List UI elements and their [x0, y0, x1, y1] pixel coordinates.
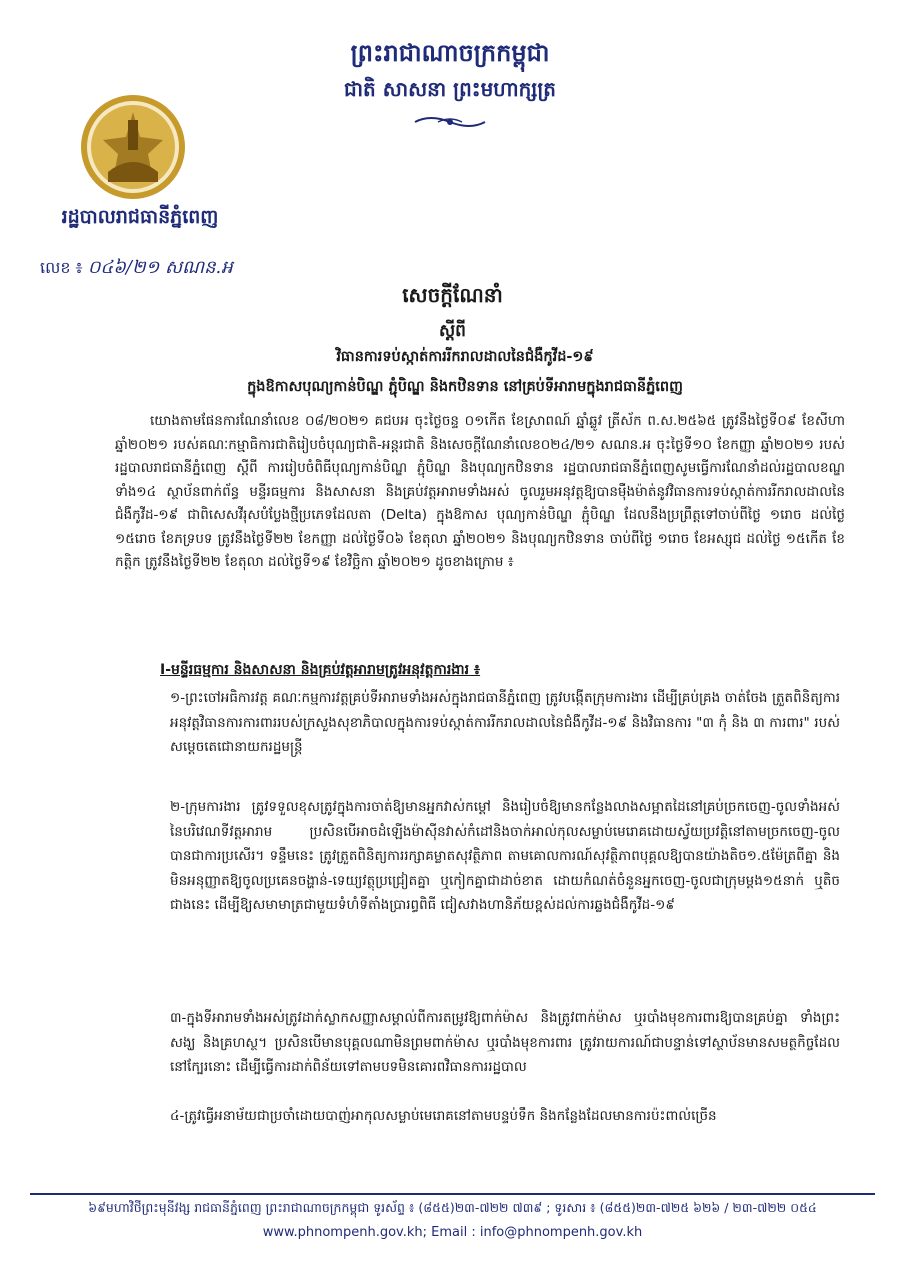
document-subject-label: ស្តីពី: [439, 321, 466, 341]
list-item: ២-ក្រុមការងារ ត្រូវទទួលខុសត្រូវក្នុងការចាត់ឱ្យមានអ្នកវាស់កម្តៅ និងរៀបចំឱ្យមានកន្លែងលាងសម្អាតដៃនៅគ្រប់ច្រកចេញ-ចូលទាំងអស់ នៃបរិវេណទីវត្តអារាម ប្រសិនបើអាចដំឡើងម៉ាស៊ីនវាស់កំដៅនិងចាក់អាល់កុលសម្លាប់មេរោគដោយស្វ័យប្រវត្តិនៅតាមច្រកចេញ-ចូលបានជាការប្រសើរ។ ទន្ទឹមនេះ ត្រូវត្រួតពិនិត្យការរក្សាគម្លាតសុវត្ថិភាព តាមគោលការណ៍សុវត្ថិភាពបុគ្គលឱ្យបានយ៉ាងតិច១.៥ម៉ែត្រពីគ្នា និងមិនអនុញ្ញាតឱ្យចូលប្រគេនចង្ហាន់-ទេយ្យវត្ថុប្រជ្រៀតគ្នា ឬកៀកគ្នាជាដាច់ខាត ដោយកំណត់ចំនួនអ្នកចេញ-ចូលជាក្រុមម្តង១៥នាក់ ឬតិចជាងនេះ ដើម្បីឱ្យសមាមាត្រជាមួយទំហំទីតាំងប្រារព្ធពិធី ជៀសវាងហានិភ័យខ្ពស់ដល់ការឆ្លងជំងឺកូវីដ-១៩: [170, 799, 840, 913]
reference-label: លេខ ៖: [40, 258, 83, 277]
divider-flourish: [410, 112, 490, 132]
footer-contact: www.phnompenh.gov.kh; Email : info@phnompenh.gov.kh: [262, 1225, 643, 1240]
footer-address: ៦៩មហាវិថីព្រះមុនីវង្ស រាជធានីភ្នំពេញ ព្រះរាជាណាចក្រកម្ពុជា ទូរស័ព្ទ ៖ (៨៥៥)២៣-៧២២ ៧៣៩ ; ទូរសារ ៖ (៨៥៥)២៣-៧២៥ ៦២៦ / ២៣-៧២២ ០៥៤: [88, 1200, 817, 1215]
list-item: ៣-ក្នុងទីអារាមទាំងអស់ត្រូវដាក់ស្លាកសញ្ញាសម្គាល់ពីការតម្រូវឱ្យពាក់ម៉ាស និងត្រូវពាក់ម៉ាស ឬរបាំងមុខការពារឱ្យបានគ្រប់គ្នា ទាំងព្រះសង្ឃ និងគ្រហស្ថ។ ប្រសិនបើមានបុគ្គលណាមិនព្រមពាក់ម៉ាស ឬរបាំងមុខការពារ ត្រូវរាយការណ៍ជាបន្ទាន់ទៅស្ថាប័នមានសមត្ថកិច្ចដែលនៅក្បែរនោះ ដើម្បីធ្វើការដាក់ពិន័យទៅតាមបទមិនគោរពវិធានការរដ្ឋបាល: [170, 1010, 840, 1075]
motto-heading: ជាតិ សាសនា ព្រះមហាក្សត្រ: [344, 77, 556, 101]
document-title: សេចក្តីណែនាំ: [402, 283, 503, 307]
phnom-penh-seal-icon: [78, 92, 188, 202]
intro-text: យោងតាមផែនការណែនាំលេខ ០៨/២០២១ គជបអ ចុះថ្ងៃចន្ទ ០១កើត ខែស្រាពណ៍ ឆ្នាំឆ្លូវ ត្រីស័ក ព.ស.២៥៦៥ ត្រូវនឹងថ្ងៃទី០៩ ខែសីហា ឆ្នាំ២០២១ របស់គណៈកម្មាធិការជាតិរៀបចំបុណ្យជាតិ-អន្តរជាតិ និងសេចក្តីណែនាំលេខ០២៤/២១ សណន.អ ចុះថ្ងៃទី១០ ខែកញ្ញា ឆ្នាំ២០២១ របស់រដ្ឋបាលរាជធានីភ្នំពេញ ស្តីពី ការរៀបចំពិធីបុណ្យកាន់បិណ្ឌ ភ្ជុំបិណ្ឌ និងបុណ្យកឋិនទាន រដ្ឋបាលរាជធានីភ្នំពេញសូមធ្វើការណែនាំដល់រដ្ឋបាលខណ្ឌទាំង១៤ ស្ថាប័នពាក់ព័ន្ធ មន្ទីរធម្មការ និងសាសនា និងគ្រប់វត្តអារាមទាំងអស់ ចូលរួមអនុវត្តឱ្យបានម៉ឺងម៉ាត់នូវវិធានការទប់ស្កាត់ការរីករាលដាលនៃជំងឺកូវីដ-១៩ ជាពិសេសវីរុសបំប្លែងថ្មីប្រភេទដែលតា (Delta) ក្នុងឱកាស បុណ្យកាន់បិណ្ឌ ភ្ជុំបិណ្ឌ ដែលនឹងប្រព្រឹត្តទៅចាប់ពីថ្ងៃ ១រោច ដល់ថ្ងៃ ១៥រោច ខែភទ្របទ ត្រូវនឹងថ្ងៃទី២២ ខែកញ្ញា ដល់ថ្ងៃទី០៦ ខែតុលា ឆ្នាំ២០២១ និងបុណ្យកឋិនទាន ចាប់ពីថ្ងៃ ១រោច ខែអស្សុជ ដល់ថ្ងៃ ១៥កើត ខែកត្តិក ត្រូវនឹងថ្ងៃទី២២ ខែតុលា ដល់ថ្ងៃទី១៩ ខែវិច្ឆិកា ឆ្នាំ២០២១ ដូចខាងក្រោម ៖: [115, 413, 845, 570]
reference-value: ០៤៦/២១ សណន.អ: [87, 257, 233, 278]
reference-number: [40, 255, 233, 282]
issuer-name: រដ្ឋបាលរាជធានីភ្នំពេញ: [61, 206, 219, 228]
list-item: ១-ព្រះចៅអធិការវត្ត គណៈកម្មការវត្តគ្រប់ទីអារាមទាំងអស់ក្នុងរាជធានីភ្នំពេញ ត្រូវបង្កើតក្រុមការងារ ដើម្បីគ្រប់គ្រង ចាត់ចែង ត្រួតពិនិត្យការអនុវត្តវិធានការការពាររបស់ក្រសួងសុខាភិបាលក្នុងការទប់ស្កាត់ការរីករាលដាលនៃជំងឺកូវីដ-១៩ និងវិធានការ "៣ កុំ និង ៣ ការពារ" របស់សម្តេចតេជោនាយករដ្ឋមន្ត្រី: [170, 690, 840, 755]
document-subject-line2: ក្នុងឱកាសបុណ្យកាន់បិណ្ឌ ភ្ជុំបិណ្ឌ និងកឋិនទាន នៅគ្រប់ទីអារាមក្នុងរាជធានីភ្នំពេញ: [247, 379, 683, 395]
document-subject-line1: វិធានការទប់ស្កាត់ការរីករាលដាលនៃជំងឺកូវីដ-១៩: [336, 349, 594, 365]
intro-paragraph: [115, 410, 845, 575]
section-heading: I-មន្ទីរធម្មការ និងសាសនា និងគ្រប់វត្តអារាមត្រូវអនុវត្តការងារ ៖: [160, 662, 481, 678]
footer-divider: [30, 1193, 875, 1195]
kingdom-heading: ព្រះរាជាណាចក្រកម្ពុជា: [350, 39, 550, 67]
list-item: ៤-ត្រូវធ្វើអនាម័យជាប្រចាំដោយបាញ់អាកុលសម្លាប់មេរោគនៅតាមបន្ទប់ទឹក និងកន្លែងដែលមានការប៉ះពាល់ច្រើន: [170, 1108, 717, 1124]
